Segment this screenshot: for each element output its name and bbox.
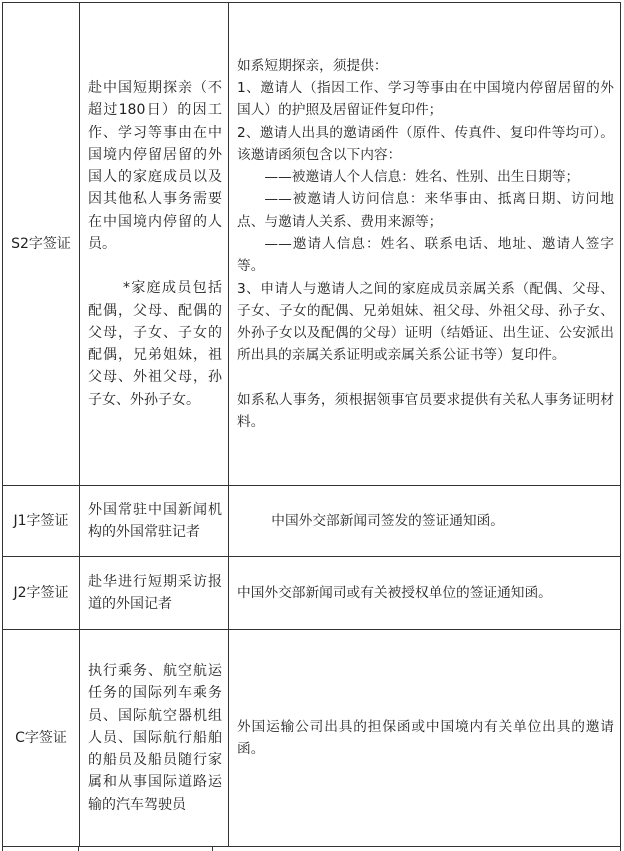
visa-type-label: S2字签证 [11, 236, 71, 252]
requirement-line: 如系私人事务，须根据领事官员要求提供有关私人事务证明材料。 [237, 391, 614, 431]
requirements-cell [229, 3, 621, 486]
applicant-cell [80, 630, 229, 847]
requirement-line: ——邀请人信息：姓名、联系电话、地址、邀请人签字等。 [237, 236, 614, 275]
visa-type-cell [3, 557, 80, 630]
requirements-cell [229, 486, 621, 557]
divider [78, 846, 79, 851]
requirement-line: 中国外交部新闻司或有关被授权单位的签证通知函。 [237, 584, 552, 601]
requirement-line: 如系短期探亲，须提供： [237, 57, 388, 74]
spacer [237, 367, 614, 389]
visa-type-label: J2字签证 [13, 585, 69, 601]
spacer [88, 255, 222, 277]
requirements-cell [229, 557, 621, 630]
applicant-description: 赴中国短期探亲（不超过180日）的因工作、学习等事由在中国境内停留居留的外国人的家庭成员以及因其他私人事务需要在中国境内停留的人员。 [88, 79, 222, 252]
requirement-line: ——被邀请人访问信息：来华事由、抵离日期、访问地点、与邀请人关系、费用来源等； [237, 191, 614, 230]
visa-type-cell [3, 630, 80, 847]
visa-requirements-table [2, 2, 621, 847]
applicant-description: 外国常驻中国新闻机构的外国常驻记者 [88, 501, 222, 540]
visa-type-cell [3, 3, 80, 486]
requirement-line: 1、邀请人（指因工作、学习等事由在中国境内停留居留的外国人）的护照及居留证件复印件； [237, 79, 614, 119]
table-row [3, 557, 621, 630]
applicant-description: 赴华进行短期采访报道的外国记者 [88, 573, 222, 612]
requirement-line: 3、申请人与邀请人之间的家庭成员亲属关系（配偶、父母、子女、子女的配偶、兄弟姐妹、祖父母、外祖父母、孙子女、外孙子女以及配偶的父母）证明（结婚证、出生证、公安派出所出具的亲属关系证明或亲属关系公证书等）复印件。 [237, 280, 614, 364]
family-note: *家庭成员包括配偶，父母、配偶的父母，子女、子女的配偶，兄弟姐妹，祖父母、外祖父母，孙子女、外孙子女。 [88, 280, 222, 408]
requirements-cell [229, 630, 621, 847]
visa-type-label: J1字签证 [13, 513, 69, 529]
applicant-cell [80, 3, 229, 486]
applicant-cell [80, 557, 229, 630]
table-row [3, 486, 621, 557]
requirement-line: 中国外交部新闻司签发的签证通知函。 [271, 512, 504, 529]
visa-type-cell [3, 486, 80, 557]
applicant-description: 执行乘务、航空航运任务的国际列车乘务员、国际航空器机组人员、国际航行船舶的船员及船员随行家属和从事国际道路运输的汽车驾驶员 [88, 662, 222, 813]
visa-type-label: C字签证 [15, 730, 67, 746]
table-row [3, 630, 621, 847]
next-row-edge [2, 846, 621, 851]
requirement-line: 2、邀请人出具的邀请函件（原件、传真件、复印件等均可）。该邀请函须包含以下内容： [237, 124, 614, 163]
applicant-cell [80, 486, 229, 557]
requirement-line: 外国运输公司出具的担保函或中国境内有关单位出具的邀请函。 [237, 718, 614, 757]
requirement-line: ——被邀请人个人信息：姓名、性别、出生日期等； [264, 169, 580, 186]
table-row [3, 3, 621, 486]
divider [212, 846, 213, 851]
